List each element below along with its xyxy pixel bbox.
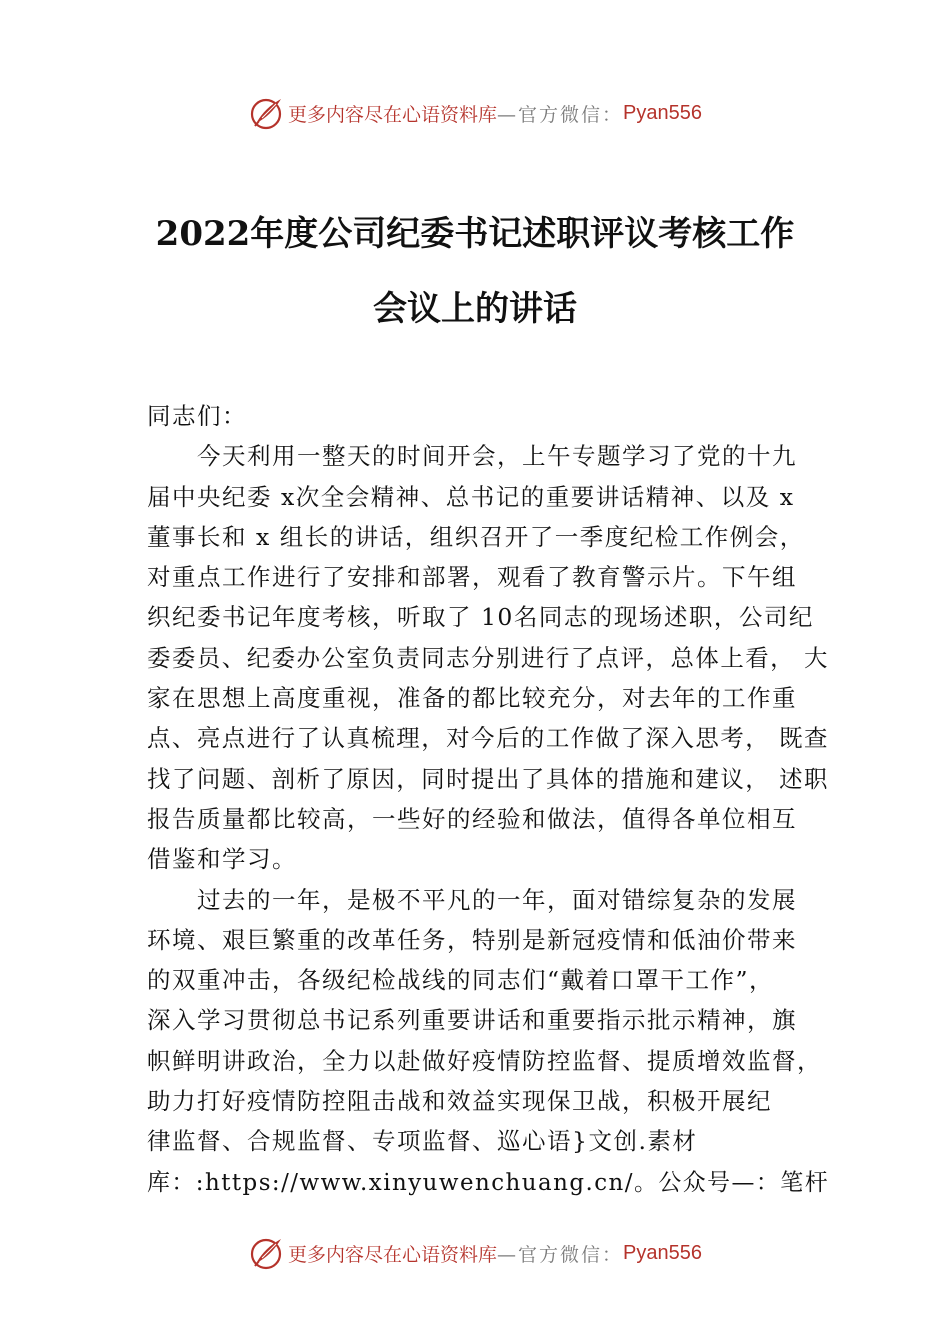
banner-wechat-id: Pyan556 — [623, 1241, 702, 1264]
body-line: 律监督、合规监督、专项监督、巡心语}文创.素材 — [147, 1127, 698, 1156]
body-line: 助力打好疫情防控阻击战和效益实现保卫战，积极开展纪 — [147, 1087, 772, 1116]
quill-logo-icon — [248, 1235, 284, 1271]
body-line: 报告质量都比较高，一些好的经验和做法，值得各单位相互 — [147, 804, 797, 833]
body-line: 届中央纪委 x次全会精神、总书记的重要讲话精神、以及 x — [147, 482, 795, 511]
body-line: 织纪委书记年度考核，听取了 10名同志的现场述职，公司纪 — [147, 603, 814, 632]
body-line: 库：:https://www.xinyuwenchuang.cn/。公众号—：笔杆 — [147, 1167, 830, 1196]
document-title-line-1: 2022年度公司纪委书记述职评议考核工作 — [155, 214, 795, 254]
body-line: 环境、艰巨繁重的改革任务，特别是新冠疫情和低油价带来 — [147, 925, 797, 954]
banner-wechat-label: —官方微信： — [497, 103, 624, 126]
body-line: 深入学习贯彻总书记系列重要讲话和重要指示批示精神，旗 — [147, 1006, 797, 1035]
body-line: 点、亮点进行了认真梳理，对今后的工作做了深入思考， 既查 — [147, 724, 829, 753]
body-line: 帜鲜明讲政治，全力以赴做好疫情防控监督、提质增效监督， — [147, 1046, 822, 1075]
header-banner — [0, 93, 950, 133]
body-line: 对重点工作进行了安排和部署，观看了教育警示片。下午组 — [147, 563, 797, 592]
body-line: 找了问题、剖析了原因，同时提出了具体的措施和建议， 述职 — [147, 764, 829, 793]
body-line: 董事长和 x 组长的讲话，组织召开了一季度纪检工作例会， — [147, 522, 805, 551]
banner-wechat-label: —官方微信： — [497, 1243, 624, 1266]
body-line: 委委员、纪委办公室负责同志分别进行了点评，总体上看， 大 — [147, 643, 829, 672]
document-title-line-2: 会议上的讲话 — [373, 289, 577, 329]
banner-text: 更多内容尽在心语资料库 — [288, 103, 498, 126]
footer-banner — [0, 1233, 950, 1273]
body-line: 同志们： — [147, 402, 247, 430]
banner-wechat-id: Pyan556 — [623, 101, 702, 124]
body-line: 过去的一年，是极不平凡的一年，面对错综复杂的发展 — [147, 885, 797, 914]
body-line: 的双重冲击，各级纪检战线的同志们“戴着口罩干工作”， — [147, 966, 775, 995]
quill-logo-icon — [248, 95, 284, 131]
body-line: 家在思想上高度重视，准备的都比较充分，对去年的工作重 — [147, 684, 797, 713]
document-body — [147, 396, 830, 1202]
banner-text: 更多内容尽在心语资料库 — [288, 1243, 498, 1266]
body-line: 今天利用一整天的时间开会，上午专题学习了党的十九 — [147, 442, 797, 471]
body-line: 借鉴和学习。 — [147, 845, 297, 874]
